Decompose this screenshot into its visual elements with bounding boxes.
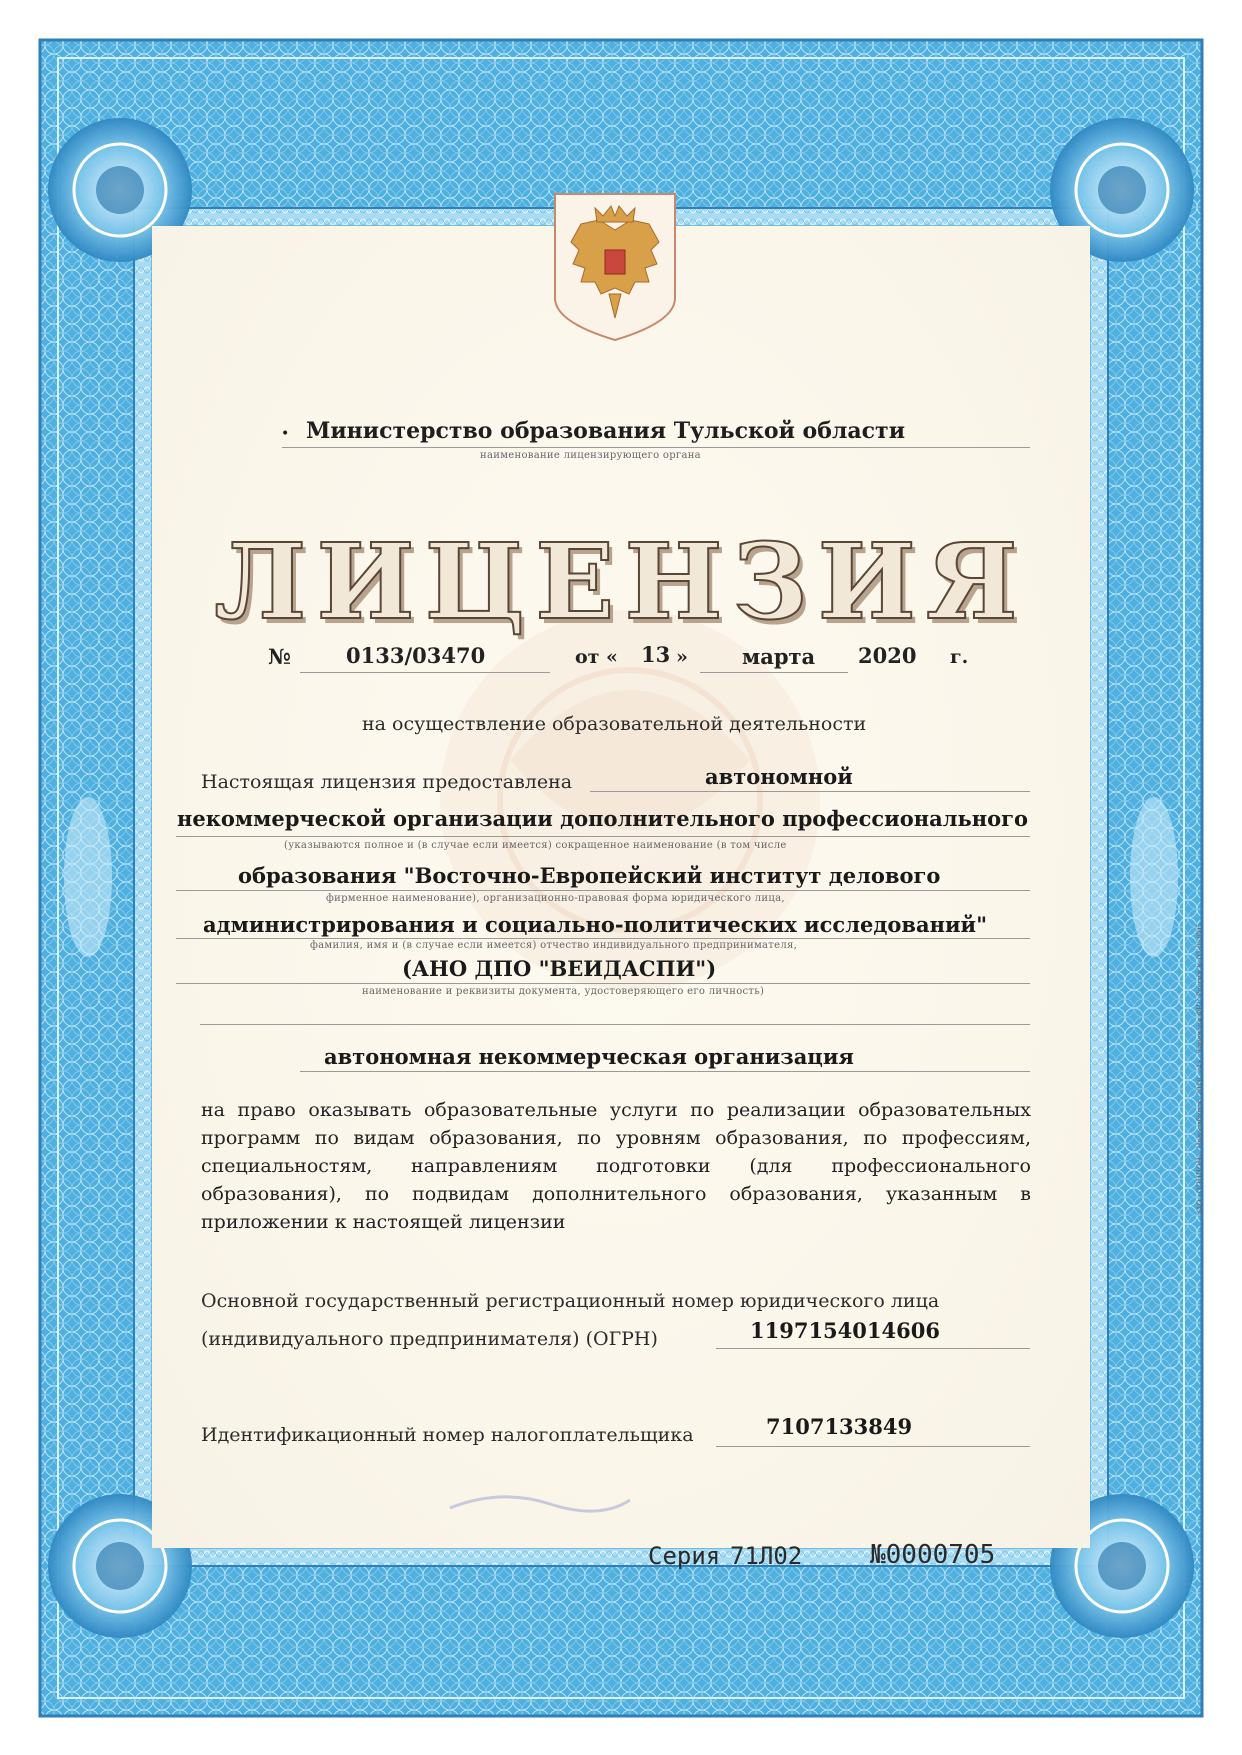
blank-line <box>200 1024 1030 1025</box>
coat-of-arms-icon <box>551 190 679 342</box>
licensee-underline-4 <box>176 938 1030 939</box>
form-serial-number: №0000705 <box>870 1540 996 1570</box>
organization-form-underline <box>300 1071 1030 1072</box>
year-suffix: г. <box>950 646 969 668</box>
month-underline <box>700 672 848 673</box>
organization-form: автономная некоммерческая организация <box>324 1044 854 1069</box>
licensee-caption-1: (указываются полное и (в случае если имеется) сокращенное наименование (в том числе <box>284 840 787 851</box>
authority-name: Министерство образования Тульской области <box>306 418 906 444</box>
licensee-caption-4: наименование и реквизиты документа, удостоверяющего его личность) <box>362 986 765 997</box>
ogrn-label-line-2: (индивидуального предпринимателя) (ОГРН) <box>201 1328 658 1350</box>
license-purpose: на осуществление образовательной деятельности <box>362 713 867 735</box>
series-value: 71Л02 <box>730 1542 803 1570</box>
bullet-dot: • <box>281 426 290 442</box>
side-rosette-right <box>1130 797 1178 957</box>
licensee-underline-1 <box>590 791 1030 792</box>
license-day: 13 <box>641 642 671 667</box>
licensee-name-line-1: автономной <box>705 764 853 789</box>
license-number-underline <box>300 672 550 673</box>
licensee-name-line-4: администрирования и социально-политических исследований" <box>203 912 988 937</box>
license-number-label: № <box>268 644 291 669</box>
license-year: 2020 <box>858 643 917 668</box>
date-close: » <box>676 646 688 668</box>
ogrn-label-line-1: Основной государственный регистрационный номер юридического лица <box>201 1290 940 1312</box>
licensee-underline-3 <box>176 890 1030 891</box>
inn-label: Идентификационный номер налогоплательщика <box>201 1424 694 1446</box>
series-label: Серия <box>648 1542 721 1570</box>
licensee-caption-2: фирменное наименование), организационно-правовая форма юридического лица, <box>326 893 785 904</box>
licensee-underline-2 <box>176 836 1030 837</box>
authority-caption: наименование лицензирующего органа <box>480 450 701 461</box>
granted-label: Настоящая лицензия предоставлена <box>201 771 573 793</box>
stamp-trace-icon <box>440 1478 640 1528</box>
licensee-underline-5 <box>176 983 1030 984</box>
license-month: марта <box>742 644 816 669</box>
date-prefix: от « <box>575 646 618 668</box>
authority-underline <box>282 447 1030 448</box>
licensee-short-name: (АНО ДПО "ВЕИДАСПИ") <box>402 956 717 981</box>
license-number: 0133/03470 <box>346 643 486 668</box>
inn-value: 7107133849 <box>766 1414 913 1439</box>
licensee-name-line-3: образования "Восточно-Европейский институт делового <box>238 863 941 888</box>
ogrn-underline <box>716 1348 1030 1349</box>
licensee-caption-3: фамилия, имя и (в случае если имеется) отчество индивидуального предпринимателя, <box>310 940 798 951</box>
license-rights-text: на право оказывать образовательные услуги по реализации образовательных программ по видам образования, по уровням образования, по профессиям, специальностям, направлениям подготовки (для профессионального образования), по подвидам дополнительного образования, указанным в приложении к настоящей лицензии <box>201 1099 1031 1233</box>
ogrn-value: 1197154014606 <box>750 1318 940 1343</box>
licensee-name-line-2: некоммерческой организации дополнительного профессионального <box>177 806 1029 831</box>
document-title: ЛИЦЕНЗИЯ <box>214 520 1028 643</box>
printer-note: ЗАО «ОПЦИОН», Новосибирск, 2016, «А», Лицензия ФНС России № 05-05/005 <box>1196 923 1204 1215</box>
side-rosette-left <box>64 797 112 957</box>
inn-underline <box>716 1446 1030 1447</box>
